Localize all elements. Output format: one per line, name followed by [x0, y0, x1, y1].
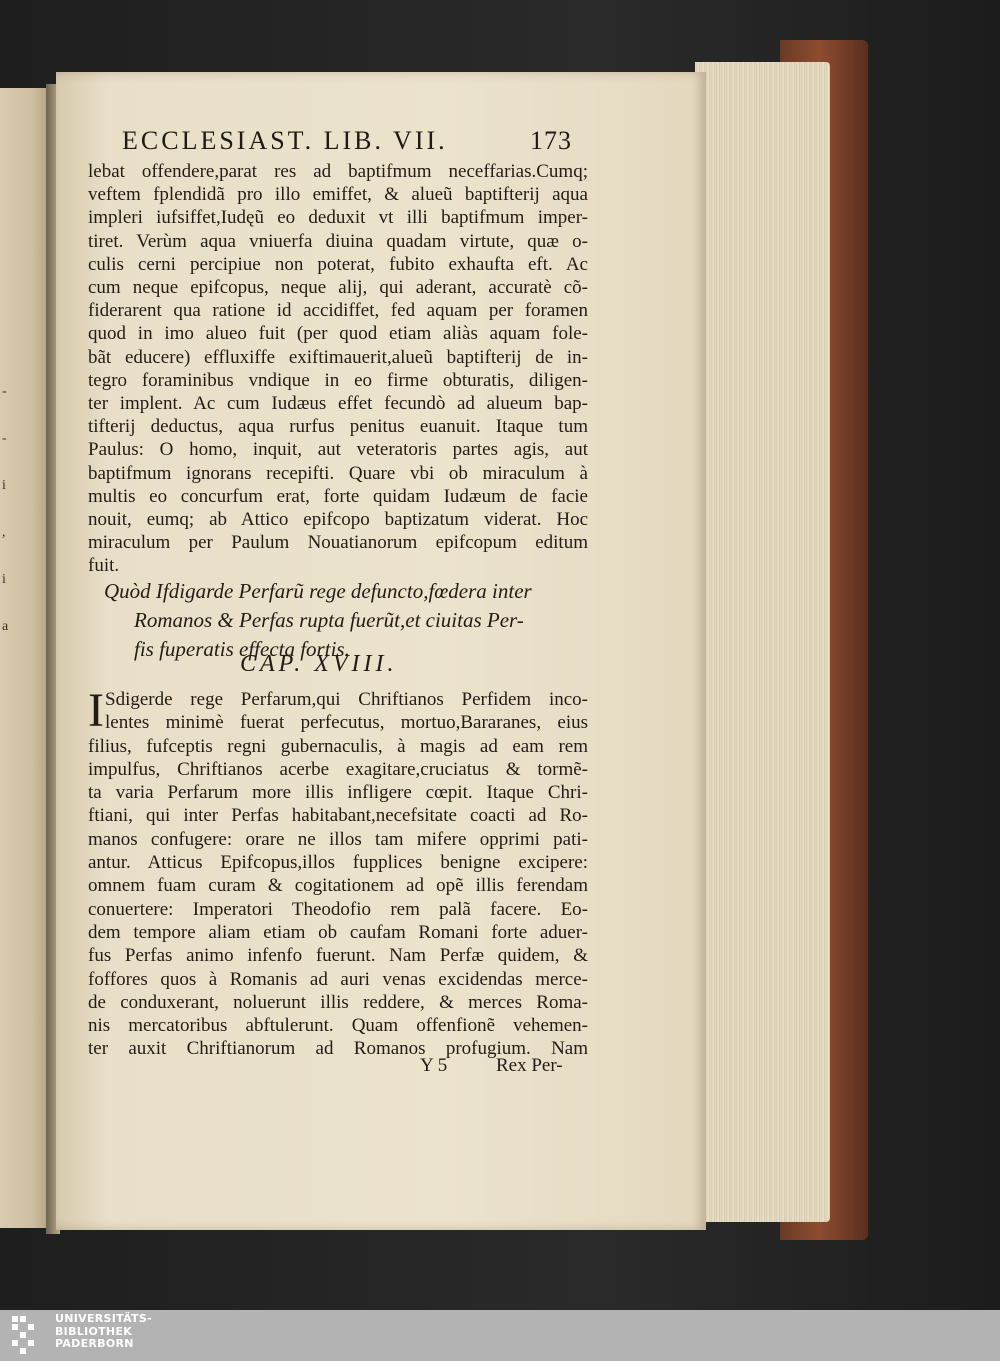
text-line: quod in imo alueo fuit (per quod etiam aliàs aquam fole-: [88, 323, 588, 345]
text-line: ftiani, qui inter Perfas habitabant,necefsitate coacti ad Ro-: [88, 805, 588, 827]
text-line: foffores quos à Romanis ad auri venas excidendas merce-: [88, 968, 588, 990]
chapter-text: [88, 684, 588, 1061]
text-line: manos confugere: orare ne illos tam mifere opprimi pati-: [88, 828, 588, 850]
text-line: impulfus, Chriftianos acerbe exagitare,cruciatus & tormẽ-: [88, 758, 588, 780]
text-line: miraculum per Paulum Nouatianorum epifcopum editum: [88, 532, 588, 554]
body-text: [88, 160, 588, 578]
text-line: dem tempore aliam etiam ob caufam Romani forte aduer-: [88, 921, 588, 943]
left-mark: ,: [2, 525, 6, 540]
text-line: conuertere: Imperatori Theodofio rem palã facere. Eo-: [88, 898, 588, 920]
text-line: Sdigerde rege Perfarum,qui Chriftianos Perfidem inco-: [105, 689, 588, 710]
running-head: [122, 126, 572, 156]
library-logo-text: [55, 1313, 152, 1351]
text-line: culis cerni percipiue non poterat, fubito exhaufta eft. Ac: [88, 253, 588, 275]
text-line: bãt educere) effluxiffe exiftimauerit,alueũ baptifterij de in-: [88, 346, 588, 368]
library-name-line: PADERBORN: [55, 1337, 134, 1350]
library-name-line: BIBLIOTHEK: [55, 1324, 133, 1338]
text-line: impleri iufsiffet,Iudęũ eo deduxit vt illi baptifmum imper-: [88, 207, 588, 229]
text-line: fus Perfas animo infenfo fuerunt. Nam Perfæ quidem, &: [88, 945, 588, 967]
text-line: cum neque epifcopus, neque alij, qui aderant, accuratè cõ-: [88, 277, 588, 299]
university-library-logo-icon: [10, 1314, 46, 1358]
text-line: fiderarent qua ratione id accidiffet, fed aquam per foramen: [88, 300, 588, 322]
drop-cap: I: [88, 684, 104, 737]
running-head-title: ECCLESIAST. LIB. VII.: [122, 126, 448, 155]
page-number: 173: [530, 126, 572, 155]
left-mark: -: [2, 384, 7, 399]
chapter-number: CAP. XVIII.: [240, 651, 398, 677]
chapter-heading-line: Romanos & Perfas rupta fuerũt,et ciuitas Per-: [134, 608, 524, 632]
text-line: omnem fuam curam & cogitationem ad opẽ illis ferendam: [88, 875, 588, 897]
left-page-fragment: [0, 88, 48, 1228]
page-block-edge: [695, 62, 830, 1222]
text-line: ta varia Perfarum more illis infligere cœpit. Itaque Chri-: [88, 782, 588, 804]
text-line: antur. Atticus Epifcopus,illos fupplices benigne excipere:: [88, 852, 588, 874]
text-line: nis mercatoribus abftulerunt. Quam offenfionẽ vehemen-: [88, 1015, 588, 1037]
left-mark: i: [2, 572, 6, 587]
text-line: tegro foraminibus vndique in eo firme obturatis, diligen-: [88, 369, 588, 391]
chapter-heading-line: fis fuperatis effecta fortis.: [134, 637, 350, 661]
signature-mark: Y 5: [420, 1055, 448, 1076]
text-line: tifterij deductus, aqua rurfus penitus euanuit. Itaque tum: [88, 416, 588, 438]
text-line: nouit, eumq; ab Attico epifcopo baptizatum viderat. Hoc: [88, 509, 588, 531]
text-line: filius, fufceptis regni gubernaculis, à magis ad eam rem: [88, 735, 588, 757]
text-line: lebat offendere,parat res ad baptifmum neceffarias.Cumq;: [88, 161, 588, 182]
text-line: ter implent. Ac cum Iudæus effet fecundò ad alueum bap-: [88, 393, 588, 415]
text-line: lentes minimè fuerat perfecutus, mortuo,Bararanes, eius: [105, 712, 588, 734]
text-line: fuit.: [88, 555, 120, 577]
text-line: multis eo concurfum erat, forte quidam Iudæum de facie: [88, 485, 588, 507]
left-page-marks: [2, 368, 12, 650]
left-mark: -: [2, 431, 7, 446]
left-mark: a: [2, 619, 9, 634]
text-line: de conduxerant, noluerunt illis reddere, & merces Roma-: [88, 991, 588, 1013]
text-line: ter auxit Chriftianorum ad Romanos profugium. Nam: [88, 1038, 588, 1060]
text-line: baptifmum ignorans recepifti. Quare vbi ob miraculum à: [88, 462, 588, 484]
text-line: Paulus: O homo, inquit, aut veteratoris partes agis, aut: [88, 439, 588, 461]
text-line: veftem fplendidã pro illo emiffet, & alueũ baptifterij aqua: [88, 184, 588, 206]
left-mark: i: [2, 478, 6, 493]
text-line: tiret. Verùm aqua vniuerfa diuina quadam virtute, quæ o-: [88, 230, 588, 252]
library-name-line: UNIVERSITÄTS-: [55, 1312, 152, 1325]
catchword: Rex Per-: [496, 1055, 563, 1076]
chapter-heading-line: Quòd Ifdigarde Perfarũ rege defuncto,fœdera inter: [104, 579, 532, 603]
